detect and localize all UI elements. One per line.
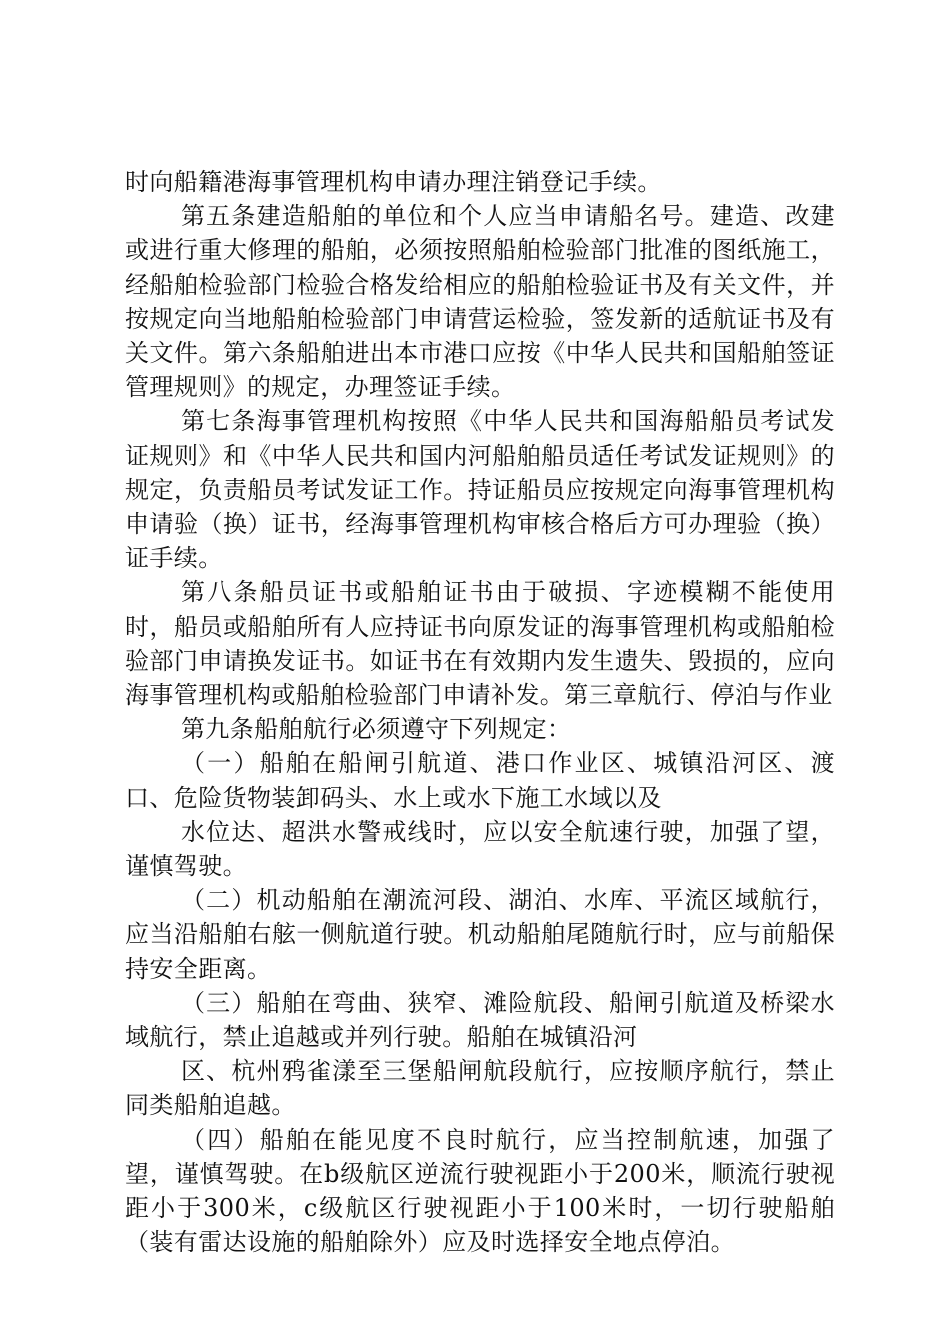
paragraph-7: 水位达、超洪水警戒线时，应以安全航速行驶，加强了望，谨慎驾驶。 <box>125 817 835 881</box>
paragraph-10: 区、杭州鸦雀漾至三堡船闸航段航行，应按顺序航行，禁止同类船舶追越。 <box>125 1057 835 1120</box>
paragraph-6: （一）船舶在船闸引航道、港口作业区、城镇沿河区、渡口、危险货物装卸码头、水上或水下施工水域以及 <box>125 749 835 812</box>
paragraph-8: （二）机动船舶在潮流河段、湖泊、水库、平流区域航行，应当沿船舶右舷一侧航道行驶。机动船舶尾随航行时，应与前船保持安全距离。 <box>125 886 835 983</box>
paragraph-3: 第七条海事管理机构按照《中华人民共和国海船船员考试发证规则》和《中华人民共和国内河船舶船员适任考试发证规则》的规定，负责船员考试发证工作。持证船员应按规定向海事管理机构申请验（换）证书，经海事管理机构审核合格后方可办理验（换）证手续。 <box>125 407 835 573</box>
paragraph-4: 第八条船员证书或船舶证书由于破损、字迹模糊不能使用时，船员或船舶所有人应持证书向原发证的海事管理机构或船舶检验部门申请换发证书。如证书在有效期内发生遗失、毁损的，应向海事管理机构或船舶检验部门申请补发。第三章航行、停泊与作业 <box>125 578 835 710</box>
paragraph-11: （四）船舶在能见度不良时航行，应当控制航速，加强了望，谨慎驾驶。在b级航区逆流行驶视距小于200米，顺流行驶视距小于300米，c级航区行驶视距小于100米时，一切行驶船舶（装有雷达设施的船舶除外）应及时选择安全地点停泊。 <box>125 1125 835 1257</box>
paragraph-1: 时向船籍港海事管理机构申请办理注销登记手续。 <box>125 168 662 196</box>
paragraph-2: 第五条建造船舶的单位和个人应当申请船名号。建造、改建或进行重大修理的船舶，必须按照船舶检验部门批准的图纸施工，经船舶检验部门检验合格发给相应的船舶检验证书及有关文件，并按规定向当地船舶检验部门申请营运检验，签发新的适航证书及有关文件。第六条船舶进出本市港口应按《中华人民共和国船舶签证管理规则》的规定，办理签证手续。 <box>125 202 835 402</box>
paragraph-9: （三）船舶在弯曲、狭窄、滩险航段、船闸引航道及桥梁水域航行，禁止追越或并列行驶。船舶在城镇沿河 <box>125 988 835 1052</box>
paragraph-5: 第九条船舶航行必须遵守下列规定： <box>181 715 572 744</box>
document-body <box>125 165 835 1260</box>
